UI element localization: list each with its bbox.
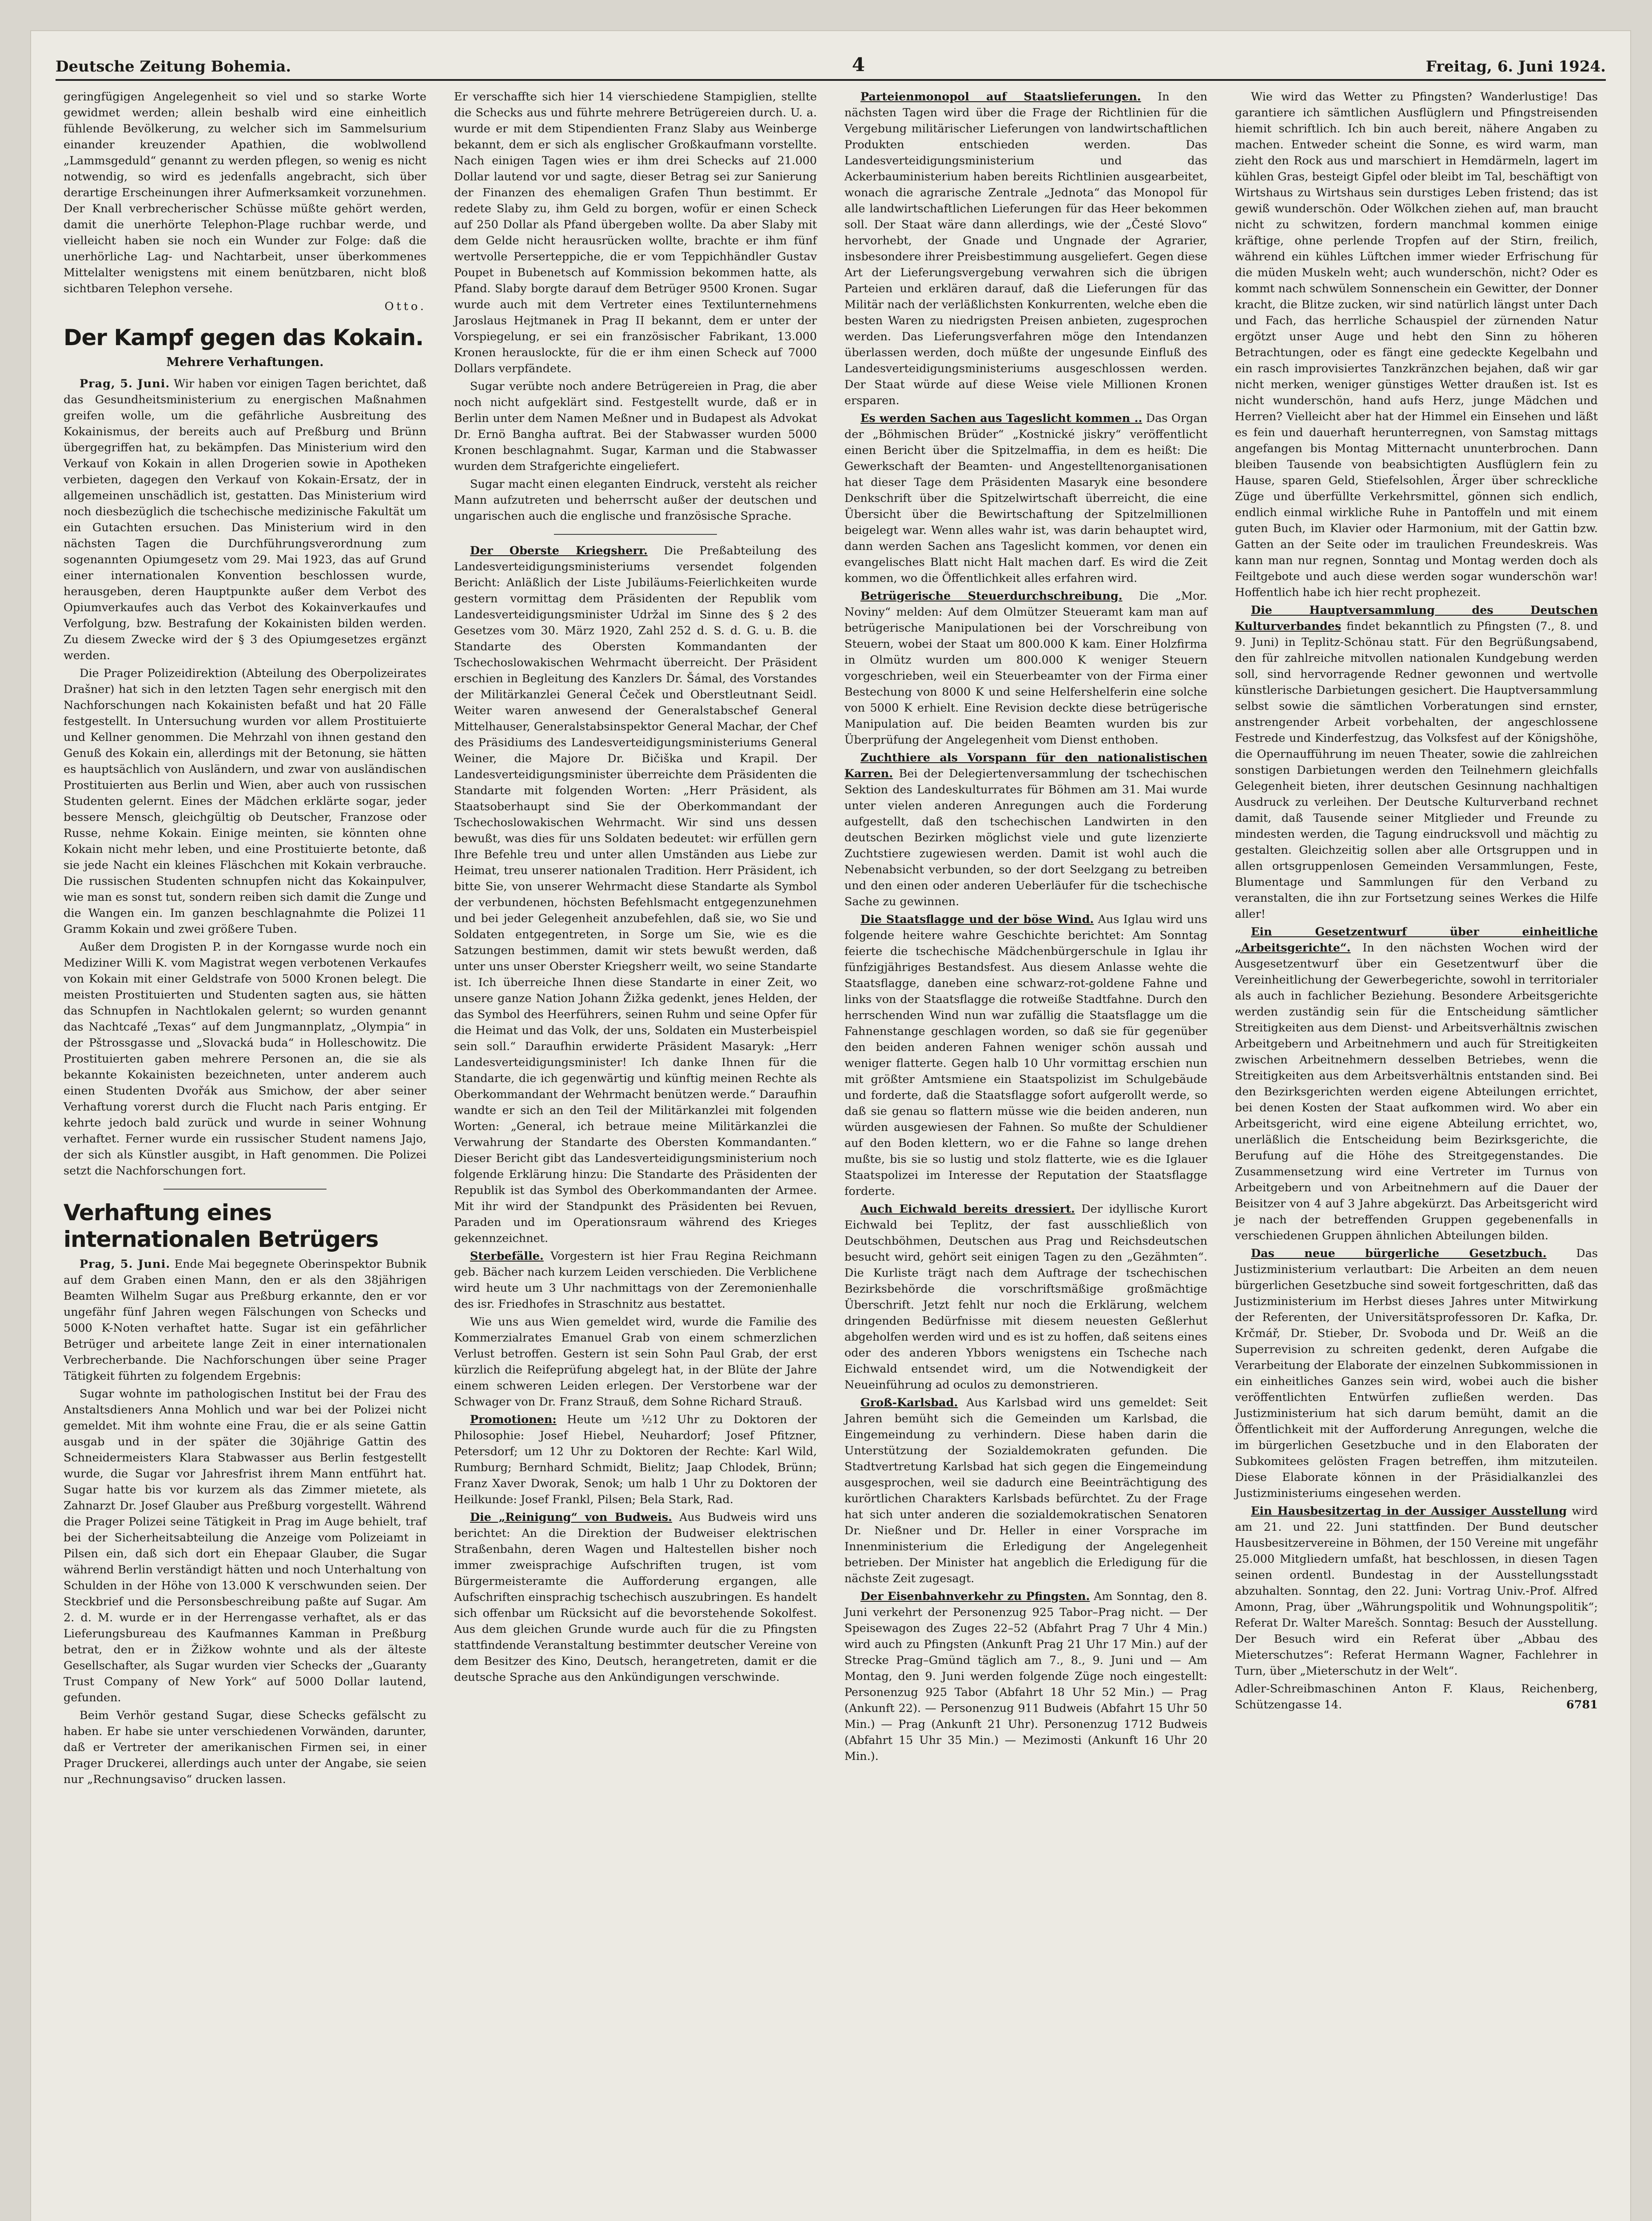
paper-name: Deutsche Zeitung Bohemia. bbox=[56, 58, 291, 76]
column-2 bbox=[446, 89, 825, 2221]
paragraph: Er verschaffte sich hier 14 vierschiedene Stampiglien, stellte die Schecks aus und führte mehrere Betrügereien durch. U. a. wurde er mit dem Stipendienten Franz Slaby aus Weinberge bekannt, dem er sich als englischer Großkaufmann vorstellte. Nach einigen Tagen wies er ihm drei Schecks auf 21.000 Dollar lautend vor und sagte, dieser Betrag sei zur Sanierung der Finanzen des ehemaligen Grafen Thun bestimmt. Er redete Slaby zu, ihm Geld zu borgen, wofür er einen Scheck auf 250 Dollar als Pfand übergeben wollte. Da aber Slaby mit dem Gelde nicht herausrücken wollte, brachte er ihm fünf wertvolle Perserteppiche, die er vom Teppichhändler Gustav Poupet in Bubenetsch auf Kommission bekommen hatte, als Pfand. Slaby borgte darauf dem Betrüger 9500 Kronen. Sugar wurde auch mit dem Vertreter eines Textilunternehmens Jaroslaus Hejtmanek in Prag II bekannt, dem er unter der Vorspiegelung, er sei ein französischer Fabrikant, 13.000 Kronen herauslockte, für die er ihm einen Scheck auf 7000 Dollars verpfändete. bbox=[454, 90, 817, 375]
headline-fraudster: Verhaftung eines internationalen Betrügers bbox=[64, 1200, 378, 1252]
news-item: Der Oberste Kriegsherr. Die Preßabteilung des Landesverteidigungsministeriums versendet folgenden Bericht: Anläßlich der Liste Jubiläums-Feierlichkeiten wurde gestern vormittag dem Präsidenten der Republik vom Landesverteidigungsminister Udržal im Sinne des § 2 des Gesetzes vom 30. März 1920, Zahl 252 d. S. d. G. u. B. die Standarte des Obersten Kommandanten der Tschechoslowakischen Wehrmacht überreicht. Der Präsident erschien in Begleitung des Kanzlers Dr. Šámal, des Vorstandes der Militärkanzlei General Čeček und Oberstleutnant Seidl. Weiter waren anwesend der Generalstabschef General Mittelhauser, Generalstabsinspektor General Machar, der Chef des Präsidiums des Landesverteidigungsministeriums General Weiner, die Majore Dr. Bičiška und Krapil. Der Landesverteidigungsminister überreichte dem Präsidenten die Standarte mit folgenden Worten: „Herr Präsident, als Staatsoberhaupt sind Sie der Oberkommandant der Tschechoslowakischen Wehrmacht. Wir sind uns dessen bewußt, was dies für uns Soldaten bedeutet: wir erfüllen gern Ihre Befehle treu und unter allen Umständen aus Liebe zur Heimat, treu unserer nationalen Tradition. Herr Präsident, ich bitte Sie, von unserer Wehrmacht diese Standarte als Symbol der verbundenen, höchsten Befehlsmacht entgegenzunehmen und bei jeder Gelegenheit anzubefehlen, daß sie, wo Sie und Soldaten entgegentreten, in Sorge um Sie, wie es die Satzungen bestimmen, damit wir stets bewußt werden, daß unter uns unser Oberster Kriegsherr weilt, wo seine Standarte ist. Ich überreiche Ihnen diese Standarte in einer Zeit, wo unsere ganze Nation Johann Žižka gedenkt, jenes Helden, der das Symbol des Heerführers, seinen Ruhm und seine Opfer für die Heimat und das Volk, der uns, Soldaten ein Musterbeispiel sein soll.“ Daraufhin erwiderte Präsident Masaryk: „Herr Landesverteidigungsminister! Ich danke Ihnen für die Standarte, die ich gegenwärtig und künftig meinen Rechte als Oberkommandant der Wehrmacht benützen werde.“ Daraufhin wandte er sich an den Teil der Militärkanzlei mit folgenden Worten: „General, ich betraue meine Militärkanzlei die Verwahrung der Standarte des Obersten Kommandanten.“ Dieser Bericht gibt das Landesverteidigungsministerium noch folgende Erklärung hinzu: Die Standarte des Präsidenten der Republik ist das Symbol des Oberkommandanten der Armee. Mit ihr wird der Standpunkt des Präsidenten bei Revuen, Paraden und im Operationsraum während des Krieges gekennzeichnet. bbox=[454, 544, 817, 1245]
ad-code: 6781 bbox=[1566, 1698, 1598, 1712]
paragraph-weather: Wie wird das Wetter zu Pfingsten? Wanderlustige! Das garantiere ich sämtlichen Ausflüglern und Pfingstreisenden hiemit schriftlich. Ich bin auch bereit, nähere Angaben zu machen. Entweder scheint die Sonne, es wird warm, man zieht den Rock aus und marschiert in Hemdärmeln, lagert im kühlen Gras, besteigt Gipfel oder bleibt im Tal, beschäftigt von Wirtshaus zu Wirtshaus sein durstiges Leben fristend; das ist gewiß wunderschön. Oder Wölkchen ziehen auf, man braucht nicht zu schwitzen, fordern manchmal kommen einige kräftige, ohne perlende Tropfen auf der Stirn, freilich, während ein kühles Lüftchen immer wieder Erfrischung für die müden Muskeln weht; auch wunderschön, nicht? Oder es kommt nach schwülem Sonnenschein ein Gewitter, der Donner kracht, die Blitze zucken, wir sind natürlich längst unter Dach und Fach, das herrliche Schauspiel der zürnenden Natur ergötzt unser Auge und hebt den Sinn zu höheren Betrachtungen, oder es fängt eine gedeckte Kegelbahn und ein rasch improvisiertes Tanzkränzchen bejahen, daß wir gar nicht merken, weniger günstiges Wetter draußen ist. Ist es nicht wunderschön, hand aufs Herz, junge Mädchen und Herren? Vielleicht aber hat der Himmel ein Einsehen und läßt es fein und dauerhaft herunterregnen, von Samstag mittags angefangen bis Montag Mitternacht ununterbrochen. Dann bleiben Tausende von beabsichtigten Ausflüglern fein zu Hause, sparen Geld, Stiefelsohlen, Ärger über schreckliche Züge und überfüllte Verkehrsmittel, gönnen sich endlich, endlich einmal wirkliche Ruhe in Pantoffeln und mit einem guten Buch, im Klavier oder Harmonium, mit der Gattin bzw. Gatten an der Seite oder im traulichen Freundeskreis. Was kann man nur regnen, Sonntag und Montag werden doch als Feiltgebote und auch diese werden sogar wunderschön war! Hoffentlich habe ich hier recht prophezeit. bbox=[1235, 90, 1598, 599]
news-item: Auch Eichwald bereits dressiert. Der idyllische Kurort Eichwald bei Teplitz, der fast ausschließlich von Deutschböhmen, Deutschen aus Prag und Reichsdeutschen besucht wird, gehört seit einigen Tagen zu den „Gezähmten“. Die Kurliste trägt nach dem Auftrage der tschechischen Bezirksbehörde die vorschriftsmäßige großmächtige Überschrift. Jetzt fehlt nur noch die Erklärung, welchem dringenden Bedürfnisse mit diesem neuesten Geßlerhut abgeholfen werden wird und es ist zu hoffen, daß seitens eines oder des anderen Ybbors wenigstens ein Tscheche nach Eichwald entsendet wird, um die Notwendigkeit der Neueinführung ad oculos zu demonstrieren. bbox=[844, 1202, 1207, 1392]
issue-date: Freitag, 6. Juni 1924. bbox=[1425, 58, 1606, 76]
news-item: Die Hauptversammlung des Deutschen Kulturverbandes findet bekanntlich zu Pfingsten (7., 8. und 9. Juni) in Teplitz-Schönau statt. Für den Begrüßungsabend, den für zahlreiche mitvollen nationalen Kundgebung werden soll, sind hervorragende Redner gewonnen und wertvolle künstlerische Darbietungen gesichert. Die Hauptversammlung selbst sowie die sämtlichen Vorberatungen sind ernster, anstrengender Arbeit vorbehalten, der angeschlossene Festrede und Kinderfestzug, das Volksfest auf der Königshöhe, die Opernaufführung im neuen Theater, sowie die zahlreichen sonstigen Darbietungen werden den Teilnehmern gleichfalls Gelegenheit bieten, ihrer deutschen Gesinnung nachhaltigen Ausdruck zu verleihen. Der Deutsche Kulturverband rechnet damit, daß Tausende seiner Mitglieder und Freunde zu mindesten werden, die Tagung eindrucksvoll und mächtig zu gestalten. Gleichzeitig sollen aber alle Ortsgruppen und in allen ortsgruppenlosen Gemeinden Versammlungen, Feste, Blumentage und Sammlungen für den Verband zu veranstalten, die ihn zur Fortsetzung seines Werkes die Hilfe aller! bbox=[1235, 604, 1598, 921]
news-item: Parteienmonopol auf Staatslieferungen. In den nächsten Tagen wird über die Frage der Richtlinien für die Vergebung militärischer Lieferungen von landwirtschaftlichen Produkten entschieden werden. Das Landesverteidigungsministerium und das Ackerbauministerium haben bereits Richtlinien ausgearbeitet, wonach die agrarische Zentrale „Jednota“ das Monopol für alle landwirtschaftlichen Lieferungen für das Heer bekommen soll. Der Staat wäre dann allerdings, wie der „Česté Slovo“ hervorhebt, der Gnade und Ungnade der Agrarier, insbesondere ihrer Preisbestimmung ausgeliefert. Gegen diese Art der Lieferungsvergebung verwahren sich die übrigen Parteien und erklären darauf, daß die Lieferungen für das Militär nach der verläßlichsten Konkurrenten, welche eben die besten Waren zu niedrigsten Preisen anbieten, zugesprochen werden. Das Lieferungsverfahren möge den Intendanzen überlassen werden, doch müßte der ungesunde Einfluß des Landesverteidigungsministeriums ausgeschlossen werden. Der Staat würde auf diese Weise viele Millionen Kronen ersparen. bbox=[844, 90, 1207, 407]
paragraph: Sugar macht einen eleganten Eindruck, versteht als reicher Mann aufzutreten und beherrscht außer der deutschen und ungarischen auch die englische und französische Sprache. bbox=[454, 478, 817, 523]
news-item: Sterbefälle. Vorgestern ist hier Frau Regina Reichmann geb. Bächer nach kurzem Leiden verschieden. Die Verblichene wird heute um 3 Uhr nachmittags von der Zeremonienhalle des isr. Friedhofes in Straschnitz aus bestattet. bbox=[454, 1250, 817, 1311]
page-number: 4 bbox=[852, 54, 865, 76]
news-item: Promotionen: Heute um ½12 Uhr zu Doktoren der Philosophie: Josef Hiebel, Neuhardorf; Josef Pfitzner, Petersdorf; um 12 Uhr zu Doktoren der Rechte: Karl Wild, Rumburg; Bernhard Schmidt, Bielitz; Jaap Chlodek, Brünn; Franz Xaver Dworak, Senok; um halb 1 Uhr zu Doktoren der Heilkunde: Josef Frankl, Pilsen; Bela Stark, Rad. bbox=[454, 1413, 817, 1506]
news-item: Ein Gesetzentwurf über einheitliche „Arbeitsgerichte“. In den nächsten Wochen wird der Ausgesetzentwurf über ein Gesetzentwurf über die Vereinheitlichung der Gewerbegerichte, sowohl in territorialer als auch in fachlicher Beziehung. Besondere Arbeitsgerichte werden zuständig sein für die Entscheidung sämtlicher Streitigkeiten aus dem Dienst- und Arbeitsverhältnis zwischen Arbeitgebern und Arbeitnehmern und auch für Streitigkeiten zwischen Arbeitnehmern desselben Betriebes, wenn die Streitigkeiten aus dem Arbeitsverhältnis entstanden sind. Bei den Bezirksgerichten werden eigene Abteilungen errichtet, bei denen Kosten der Staat aufkommen wird. Wo aber ein Arbeitsgericht, wird eine eigene Abteilung errichtet, wo, unerläßlich die Entscheidung beim Bezirksgerichte, die Berufung auf die Höhe des Streitgegenstandes. Die Zusammensetzung wird eine Vertreter im Turnus von Arbeitgebern und von Arbeitnehmern auf die Dauer der Beisitzer von 4 auf 3 Jahre abgekürzt. Das Arbeitsgericht wird je nach der betreffenden Gruppen gegebenenfalls in verschiedenen Gruppen ähnlichen Abteilungen bilden. bbox=[1235, 925, 1598, 1242]
news-item: Die Staatsflagge und der böse Wind. Aus Iglau wird uns folgende heitere wahre Geschichte berichtet: Am Sonntag feierte die tschechische Mädchenbürgerschule in Iglau ihr fünfzigjähriges Bestandsfest. Aus diesem Anlasse wehte die Staatsflagge, daneben eine schwarz-rot-goldene Fahne und links von der Staatsflagge die rotweiße Stadtfahne. Durch den herrschenden Wind nun war zufällig die Staatsflagge um die Fahnenstange geschlagen worden, so daß sie für gegenüber den beiden anderen Fahnen weniger schön aussah und weniger flatterte. Gegen halb 10 Uhr vormittag erschien nun mit größter Amtsmiene ein Staatspolizist im Schulgebäude und forderte, daß die Staatsflagge sofort aufgerollt werde, so daß sie genau so flattern müsse wie die beiden anderen, nun würden ausgewiesen der Fahnen. So mußte der Schuldiener auf den Boden klettern, wo er die Fahne so lange drehen mußte, bis sie so lustig und stolz flatterte, wie es die Iglauer Staatspolizei im Interesse der Reputation der Staatsflagge forderte. bbox=[844, 913, 1207, 1198]
paragraph: Die Prager Polizeidirektion (Abteilung des Oberpolizeirates Drašner) hat sich in den letzten Tagen sehr energisch mit den Nachforschungen nach Kokainisten befaßt und hat 20 Fälle festgestellt. In Untersuchung wurden vor allem Prostituierte und Kellner genommen. Die Mehrzahl von ihnen gestand den Genuß des Kokain ein, allerdings mit der Betonung, sie hätten es hauptsächlich von Ausländern, und zwar von ausländischen Prostituierten aus Berlin und Wien, aber auch von russischen Studenten gelernt. Eines der Mädchen erklärte sogar, jeder bessere Mensch, gleichgültig ob Deutscher, Franzose oder Russe, nehme Kokain. Einige meinten, sie könnten ohne Kokain nicht mehr leben, und eine Prostituierte betonte, daß sie jede Nacht ein kleines Fläschchen mit Kokain verbrauche. Die russischen Studenten schnupfen nicht das Kokainpulver, wie man es sonst tut, sondern reiben sich damit die Zunge und die Wangen ein. Im ganzen beschlagnahmte die Polizei 11 Gramm Kokain und zwei größere Tuben. bbox=[64, 667, 426, 936]
news-item: Es werden Sachen aus Tageslicht kommen .. Das Organ der „Böhmischen Brüder“ „Kostnické jiskry“ veröffentlicht einen Bericht über die Spitzelmaffia, in dem es heißt: Die Gewerkschaft der Beamten- und Angestelltenorganisationen hat dieser Tage dem Präsidenten Masaryk eine besondere Denkschrift über die Spitzelwirtschaft überreicht, die eine Übersicht über die Bewirtschaftung der Spitzelmillionen beigelegt war. Wenn alles wahr ist, was darin behauptet wird, dann werden Sachen ans Tageslicht kommen, vor denen ein evangelisches Blatt nicht Halt machen darf. Es wird die Zeit kommen, wo die Öffentlichkeit alles erfahren wird. bbox=[844, 412, 1208, 585]
news-item: Der Eisenbahnverkehr zu Pfingsten. Am Sonntag, den 8. Juni verkehrt der Personenzug 925 Tabor–Prag nicht. — Der Speisewagon des Zuges 22–52 (Abfahrt Prag 7 Uhr 4 Min.) wird auch zu Pfingsten (Ankunft Prag 21 Uhr 17 Min.) auf der Strecke Prag–Gmünd täglich am 7., 8., 9. Juni und — Am Montag, den 9. Juni werden folgende Züge noch eingestellt: Personenzug 925 Tabor (Abfahrt 18 Uhr 52 Min.) — Prag (Ankunft 22). — Personenzug 911 Budweis (Abfahrt 15 Uhr 50 Min.) — Prag (Ankunft 21 Uhr). Personenzug 1712 Budweis (Abfahrt 15 Uhr 35 Min.) — Mezimosti (Ankunft 16 Uhr 20 Min.). bbox=[844, 1590, 1207, 1763]
column-1 bbox=[56, 89, 434, 2221]
news-item: Groß-Karlsbad. Aus Karlsbad wird uns gemeldet: Seit Jahren bemüht sich die Gemeinden um Karlsbad, die Eingemeindung zu verhindern. Diese haben darin die Unterstützung der Sozialdemokraten gefunden. Die Stadtvertretung Karlsbad hat sich gegen die Eingemeindung ausgesprochen, weil sie dadurch eine Beeinträchtigung des kurörtlichen Charakters Karlsbads befürchtet. Zu der Frage hat sich unter anderen die sozialdemokratischen Senatoren Dr. Nießner und Dr. Heller in einer Vorsprache im Innenministerium die Erledigung der Angelegenheit betrieben. Der Minister hat angeblich die Erledigung für die nächste Zeit zugesagt. bbox=[844, 1396, 1207, 1585]
news-item: Betrügerische Steuerdurchschreibung. Die „Mor. Noviny“ melden: Auf dem Olmützer Steueramt kam man auf betrügerische Manipulationen bei der Vorschreibung von Steuern, wobei der Staat um 800.000 K kam. Einer Holzfirma in Olmütz wurden um 800.000 K weniger Steuern vorgeschrieben, weil ein Steuerbeamter von der Firma einer Bestechung von 8000 K und seine Helfershelferin eine solche von 5000 K erhielt. Eine Revision deckte diese betrügerische Manipulation auf. Die beiden Beamten wurden bis zur Überprüfung der Angelegenheit vom Dienst enthoben. bbox=[844, 589, 1208, 747]
section-divider bbox=[554, 534, 717, 535]
newspaper-page bbox=[31, 31, 1630, 2221]
author-signature: Otto. bbox=[384, 300, 426, 313]
page-header bbox=[56, 44, 1606, 81]
advertisement: Adler-Schreibmaschinen Anton F. Klaus, Reichenberg, Schützengasse 14. 6781 bbox=[1235, 1681, 1598, 1713]
paragraph: Sugar wohnte im pathologischen Institut bei der Frau des Anstaltsdieners Anna Mohlich und war bei der Polizei nicht gemeldet. Mit ihm wohnte eine Frau, die er als seine Gattin ausgab und in der später die 30jährige Gattin des Schneidermeisters Klara Stabwasser aus Berlin festgestellt wurde, die Sugar vor Jahresfrist ihrem Mann entführt hat. Sugar hatte bis vor kurzem als das Zimmer mietete, als Zahnarzt Dr. Josef Glauber aus Preßburg vorgestellt. Während die Prager Polizei seine Tätigkeit in Prag im Auge behielt, traf bei der Sicherheitsabteilung die Anzeige vom Polizeiamt in Pilsen ein, daß sich dort ein Ehepaar Glauber, die Sugar während Berlin verständigt hätten und noch Unterhaltung von Schulden in der Höhe von 13.000 K verschwunden seien. Der Steckbrief und die Personsbeschreibung paßte auf Sugar. Am 2. d. M. wurde er in der Herrengasse verhaftet, als er das Lieferungsbureau des Kaufmannes Kamman in Preßburg betrat, den er in Žižkow wohnte und als der älteste Gesellschafter, als Sugar wurden vier Schecks der „Guaranty Trust Company of New York“ auf 5000 Dollar lautend, gefunden. bbox=[64, 1387, 426, 1704]
news-item: Zuchthiere als Vorspann für den nationalistischen Karren. Bei der Delegiertenversammlung der tschechischen Sektion des Landeskulturrates für Böhmen am 31. Mai wurde unter vielen anderen Anregungen auch die Forderung aufgestellt, daß den tschechischen Landwirten in den deutschen Bezirken möglichst viele und gute lizenzierte Zuchtstiere zugewiesen werden. Damit ist wohl auch die Nebenabsicht verbunden, so der dort Seelzgang zu betreiben und den einen oder anderen Ueberläufer für die tschechische Sache zu gewinnen. bbox=[844, 751, 1207, 908]
paragraph: Prag, 5. Juni. Wir haben vor einigen Tagen berichtet, daß das Gesundheitsministerium zu energischen Maßnahmen greifen wolle, um die gefährliche Ausbreitung des Kokainismus, der bereits auch auf Preßburg und Brünn übergegriffen hat, zu bekämpfen. Das Ministerium wird den Verkauf von Kokain in allen Drogerien sowie in Apotheken verbieten, dagegen den Verkauf von Kokain-Ersatz, der in allgemeinen unschädlich ist, gestatten. Das Ministerium wird noch diesbezüglich die tschechische medizinische Fakultät um ein Gutachten ersuchen. Das Ministerium wird in den nächsten Tagen die Durchführungsverordnung zum sogenannten Opiumgesetz vom 29. Mai 1923, das auf Grund einer internationalen Konvention beschlossen wurde, herausgeben, deren Hauptpunkte außer dem Verbot des Opiumverkaufes auch das Verbot des Kokainverkaufes und Verfolgung, bzw. Bestrafung der Kokainisten bilden werden. Zu diesem Zwecke wird der § 3 des Opiumgesetzes ergänzt werden. bbox=[64, 377, 426, 662]
paragraph: Wie uns aus Wien gemeldet wird, wurde die Familie des Kommerzialrates Emanuel Grab von einem schmerzlichen Verlust betroffen. Gestern ist sein Sohn Paul Grab, der erst kürzlich die Reifeprüfung abgelegt hat, in der Blüte der Jahre einem schweren Leiden erlegen. Der Verstorbene war der Schwager von Dr. Franz Strauß, dem Sohne Richard Strauß. bbox=[454, 1315, 817, 1409]
column-3 bbox=[836, 89, 1215, 2221]
subheadline-arrests: Mehrere Verhaftungen. bbox=[166, 355, 324, 369]
news-item: Ein Hausbesitzertag in der Aussiger Ausstellung wird am 21. und 22. Juni stattfinden. Der Bund deutscher Hausbesitzervereine in Böhmen, der 150 Vereine mit ungefähr 25.000 Mitgliedern umfaßt, hat beschlossen, in diesen Tagen seinen ordentl. Bundestag in der Ausstellungsstadt abzuhalten. Sonntag, den 22. Juni: Vortrag Univ.-Prof. Alfred Amonn, Prag, über „Währungspolitik und Wohnungspolitik“; Referat Dr. Walter Marešch. Sonntag: Besuch der Ausstellung. Der Besuch wird ein Referat über „Abbau des Mieterschutzes“: Referat Hermann Wagner, Fachlehrer in Turn, über „Mieterschutz in der Welt“. bbox=[1235, 1505, 1598, 1678]
headline-cocaine: Der Kampf gegen das Kokain. bbox=[64, 325, 424, 350]
article-columns bbox=[56, 89, 1606, 2221]
paragraph: Prag, 5. Juni. Ende Mai begegnete Oberinspektor Bubnik auf dem Graben einen Mann, den er als den 38jährigen Beamten Wilhelm Sugar aus Preßburg erkannte, den er vor ungefähr fünf Jahren wegen Fälschungen von Schecks und 5000 K-Noten verhaftet hatte. Sugar ist ein gefährlicher Betrüger und arbeitete lange Zeit in einer internationalen Verbrecherbande. Die Nachforschungen über seine Prager Tätigkeit führten zu folgendem Ergebnis: bbox=[64, 1258, 427, 1383]
paragraph: Beim Verhör gestand Sugar, diese Schecks gefälscht zu haben. Er habe sie unter verschiedenen Vorwänden, darunter, daß er Vertreter der amerikanischen Firmen sei, in einer Prager Druckerei, allerdings auch unter der Angabe, sie seien nur „Rechnungsaviso“ drucken lassen. bbox=[64, 1709, 426, 1786]
section-divider bbox=[163, 1189, 327, 1190]
paragraph: Außer dem Drogisten P. in der Korngasse wurde noch ein Mediziner Willi K. vom Magistrat wegen verbotenen Verkaufes von Kokain mit einer Geldstrafe von 5000 Kronen belegt. Die meisten Prostituierten und Studenten sagten aus, sie hätten das Schnupfen in Nachtlokalen gelernt; so wurden genannt das Nachtcafé „Texas“ auf dem Jungmannplatz, „Olympia“ in der Pštrossgasse und „Slovacká buda“ in Holleschowitz. Die Prostituierten gaben mehrere Personen an, die sie als bekannte Kokainisten bezeichneten, unter anderem auch einen Studenten Dvořák aus Smichow, der aber seiner Verhaftung vorerst durch die Flucht nach Paris entging. Er kehrte jedoch bald zurück und wurde in seiner Wohnung verhaftet. Ferner wurde ein russischer Student namens Jajo, der sich als Künstler ausgibt, in Haft genommen. Die Polizei setzt die Nachforschungen fort. bbox=[64, 940, 426, 1178]
column-4 bbox=[1227, 89, 1606, 2221]
paragraph: Sugar verübte noch andere Betrügereien in Prag, die aber noch nicht aufgeklärt sind. Festgestellt wurde, daß er in Berlin unter dem Namen Meßner und in Budapest als Advokat Dr. Ernö Bangha auftrat. Bei der Stabwasser wurden 5000 Kronen beschlagnahmt. Sugar, Karman und die Stabwasser wurden dem Strafgerichte eingeliefert. bbox=[454, 380, 817, 473]
news-item: Das neue bürgerliche Gesetzbuch. Das Justizministerium verlautbart: Die Arbeiten an dem neuen bürgerlichen Gesetzbuche sind soweit fortgeschritten, daß das Justizministerium im Herbst dieses Jahres unter Mitwirkung der Referenten, der Universitätsprofessoren Dr. Kafka, Dr. Krčmář, Dr. Stieber, Dr. Svoboda und Dr. Weiß an die Superrevision zu schreiten gedenkt, deren Aufgabe die Verarbeitung der Elaborate der einzelnen Subkommissionen in ein einheitliches Ganzes sein wird, wobei auch die bisher veröffentlichten Entwürfen zufließen werden. Das Justizministerium hat sich darum bemüht, damit an die Öffentlichkeit mit der Aufforderung Anregungen, welche die im bürgerlichen Gesetzbuche und in den Elaboraten der Subkomitees gelösten Fragen betreffen, ihm mitzuteilen. Diese Elaborate können in der Präsidialkanzlei des Justizministeriums eingesehen werden. bbox=[1235, 1247, 1598, 1500]
article-telephone-ending: geringfügigen Angelegenheit so viel und so starke Worte gewidmet werden; allein beshalb wird eine einheitlich fühlende Bevölkerung, zu welcher sich im Sammelsurium einander kreuzender Apathien, die woblwollend „Lammsgeduld“ genannt zu werden pflegen, so wenig es nicht notwendig, so wird es jedenfalls angebracht, sich über derartige Erscheinungen ihrer Aufmerksamkeit vorzunehmen. Der Knall verbrecherischer Schüsse müßte gehört werden, damit die unerhörte Telephon-Plage ruchbar werde, und vielleicht haben sie noch ein Wunder zur Folge: daß die unerhörliche Lag- und Nachtarbeit, unser überkommenes Mittelalter wenigstens mit einem benützbaren, nicht bloß sichtbaren Telephon versehe. bbox=[64, 90, 426, 295]
news-item: Die „Reinigung“ von Budweis. Aus Budweis wird uns berichtet: An die Direktion der Budweiser elektrischen Straßenbahn, deren Wagen und Haltestellen bisher noch immer zweisprachige Aufschriften trugen, ist vom Bürgermeisteramte die Aufforderung ergangen, alle Aufschriften einsprachig tschechisch auszubringen. Es handelt sich offenbar um Rücksicht auf die bevorstehende Sokolfest. Aus dem gleichen Grunde wurde auch für die zu Pfingsten stattfindende Veranstaltung bestimmter deutscher Vereine von dem Besitzer des Kino, Deutsch, herangetreten, damit er die deutsche Sprache aus den Ankündigungen verschwinde. bbox=[454, 1511, 817, 1684]
